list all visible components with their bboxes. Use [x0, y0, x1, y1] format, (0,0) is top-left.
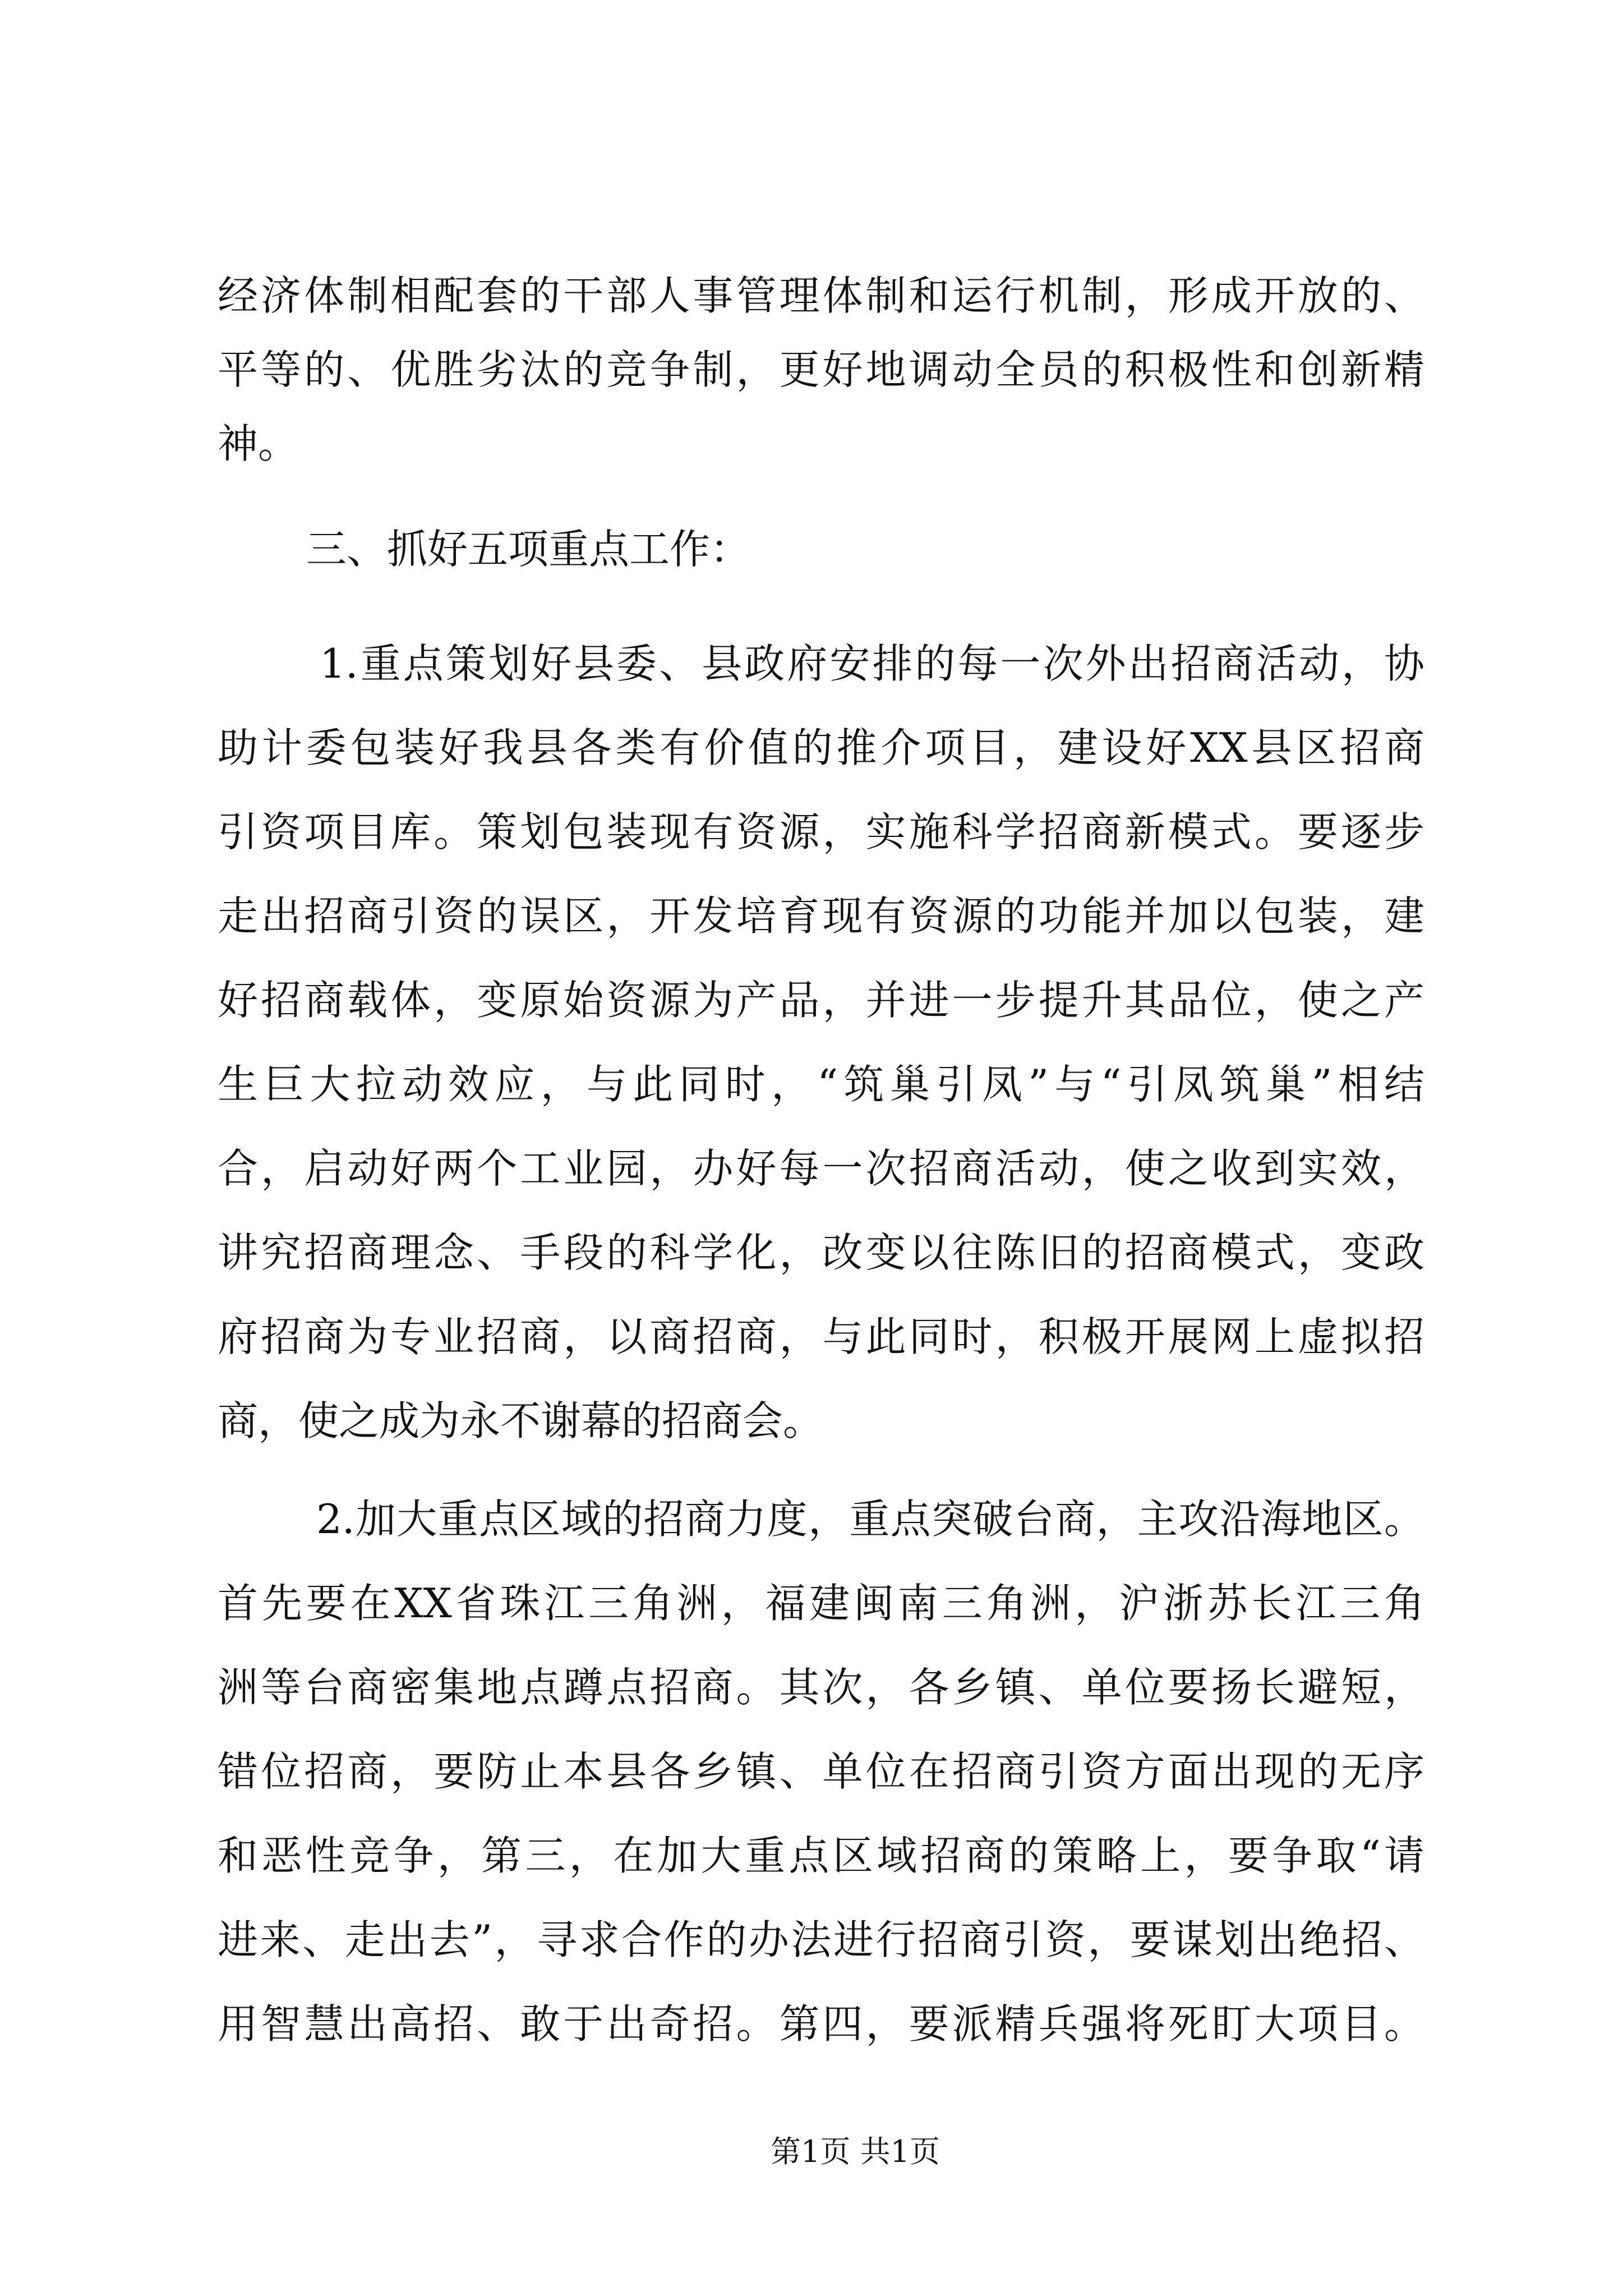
paragraph [218, 622, 1424, 1463]
text-line: 2.加大重点区域的招商力度，重点突破台商，主攻沿海地区。 [316, 1496, 1424, 1543]
section-heading-text: 三、抓好五项重点工作： [306, 526, 751, 573]
text-line: 和恶性竞争，第三，在加大重点区域招商的策略上，要争取“请 [218, 1832, 1424, 1879]
text-line: 商，使之成为永不谢幕的招商会。 [218, 1397, 824, 1444]
text-line: 走出招商引资的误区，开发培育现有资源的功能并加以包装，建 [218, 892, 1424, 940]
text-line: 错位招商，要防止本县各乡镇、单位在招商引资方面出现的无序 [218, 1748, 1424, 1795]
text-line: 助计委包装好我县各类有价值的推介项目，建设好XX县区招商 [218, 724, 1424, 771]
text-line: 洲等台商密集地点蹲点招商。其次，各乡镇、单位要扬长避短， [218, 1664, 1424, 1711]
section-heading [218, 507, 1424, 591]
text-line: 讲究招商理念、手段的科学化，改变以往陈旧的招商模式，变政 [218, 1229, 1424, 1276]
paragraph [218, 1477, 1424, 2066]
text-line: 好招商载体，变原始资源为产品，并进一步提升其品位，使之产 [218, 977, 1424, 1024]
text-line: 合，启动好两个工业园，办好每一次招商活动，使之收到实效， [218, 1145, 1424, 1192]
text-line: 经济体制相配套的干部人事管理体制和运行机制，形成开放的、 [218, 272, 1424, 319]
document-body [218, 259, 1424, 2066]
text-line: 引资项目库。策划包装现有资源，实施科学招商新模式。要逐步 [218, 808, 1424, 855]
text-line: 神。 [218, 420, 299, 467]
text-line: 平等的、优胜劣汰的竞争制，更好地调动全员的积极性和创新精 [218, 346, 1424, 393]
page-footer: 第1页 共1页 [771, 2134, 940, 2169]
text-line: 生巨大拉动效应，与此同时，“筑巢引凤”与“引凤筑巢”相结 [218, 1061, 1424, 1108]
paragraph [218, 259, 1424, 481]
text-line: 1.重点策划好县委、县政府安排的每一次外出招商活动，协 [320, 640, 1424, 687]
text-line: 首先要在XX省珠江三角洲，福建闽南三角洲，沪浙苏长江三角 [218, 1580, 1424, 1627]
text-line: 进来、走出去”，寻求合作的办法进行招商引资，要谋划出绝招、 [218, 1916, 1424, 1963]
text-line: 府招商为专业招商，以商招商，与此同时，积极开展网上虚拟招 [218, 1313, 1424, 1360]
text-line: 用智慧出高招、敢于出奇招。第四，要派精兵强将死盯大项目。 [218, 2000, 1424, 2047]
